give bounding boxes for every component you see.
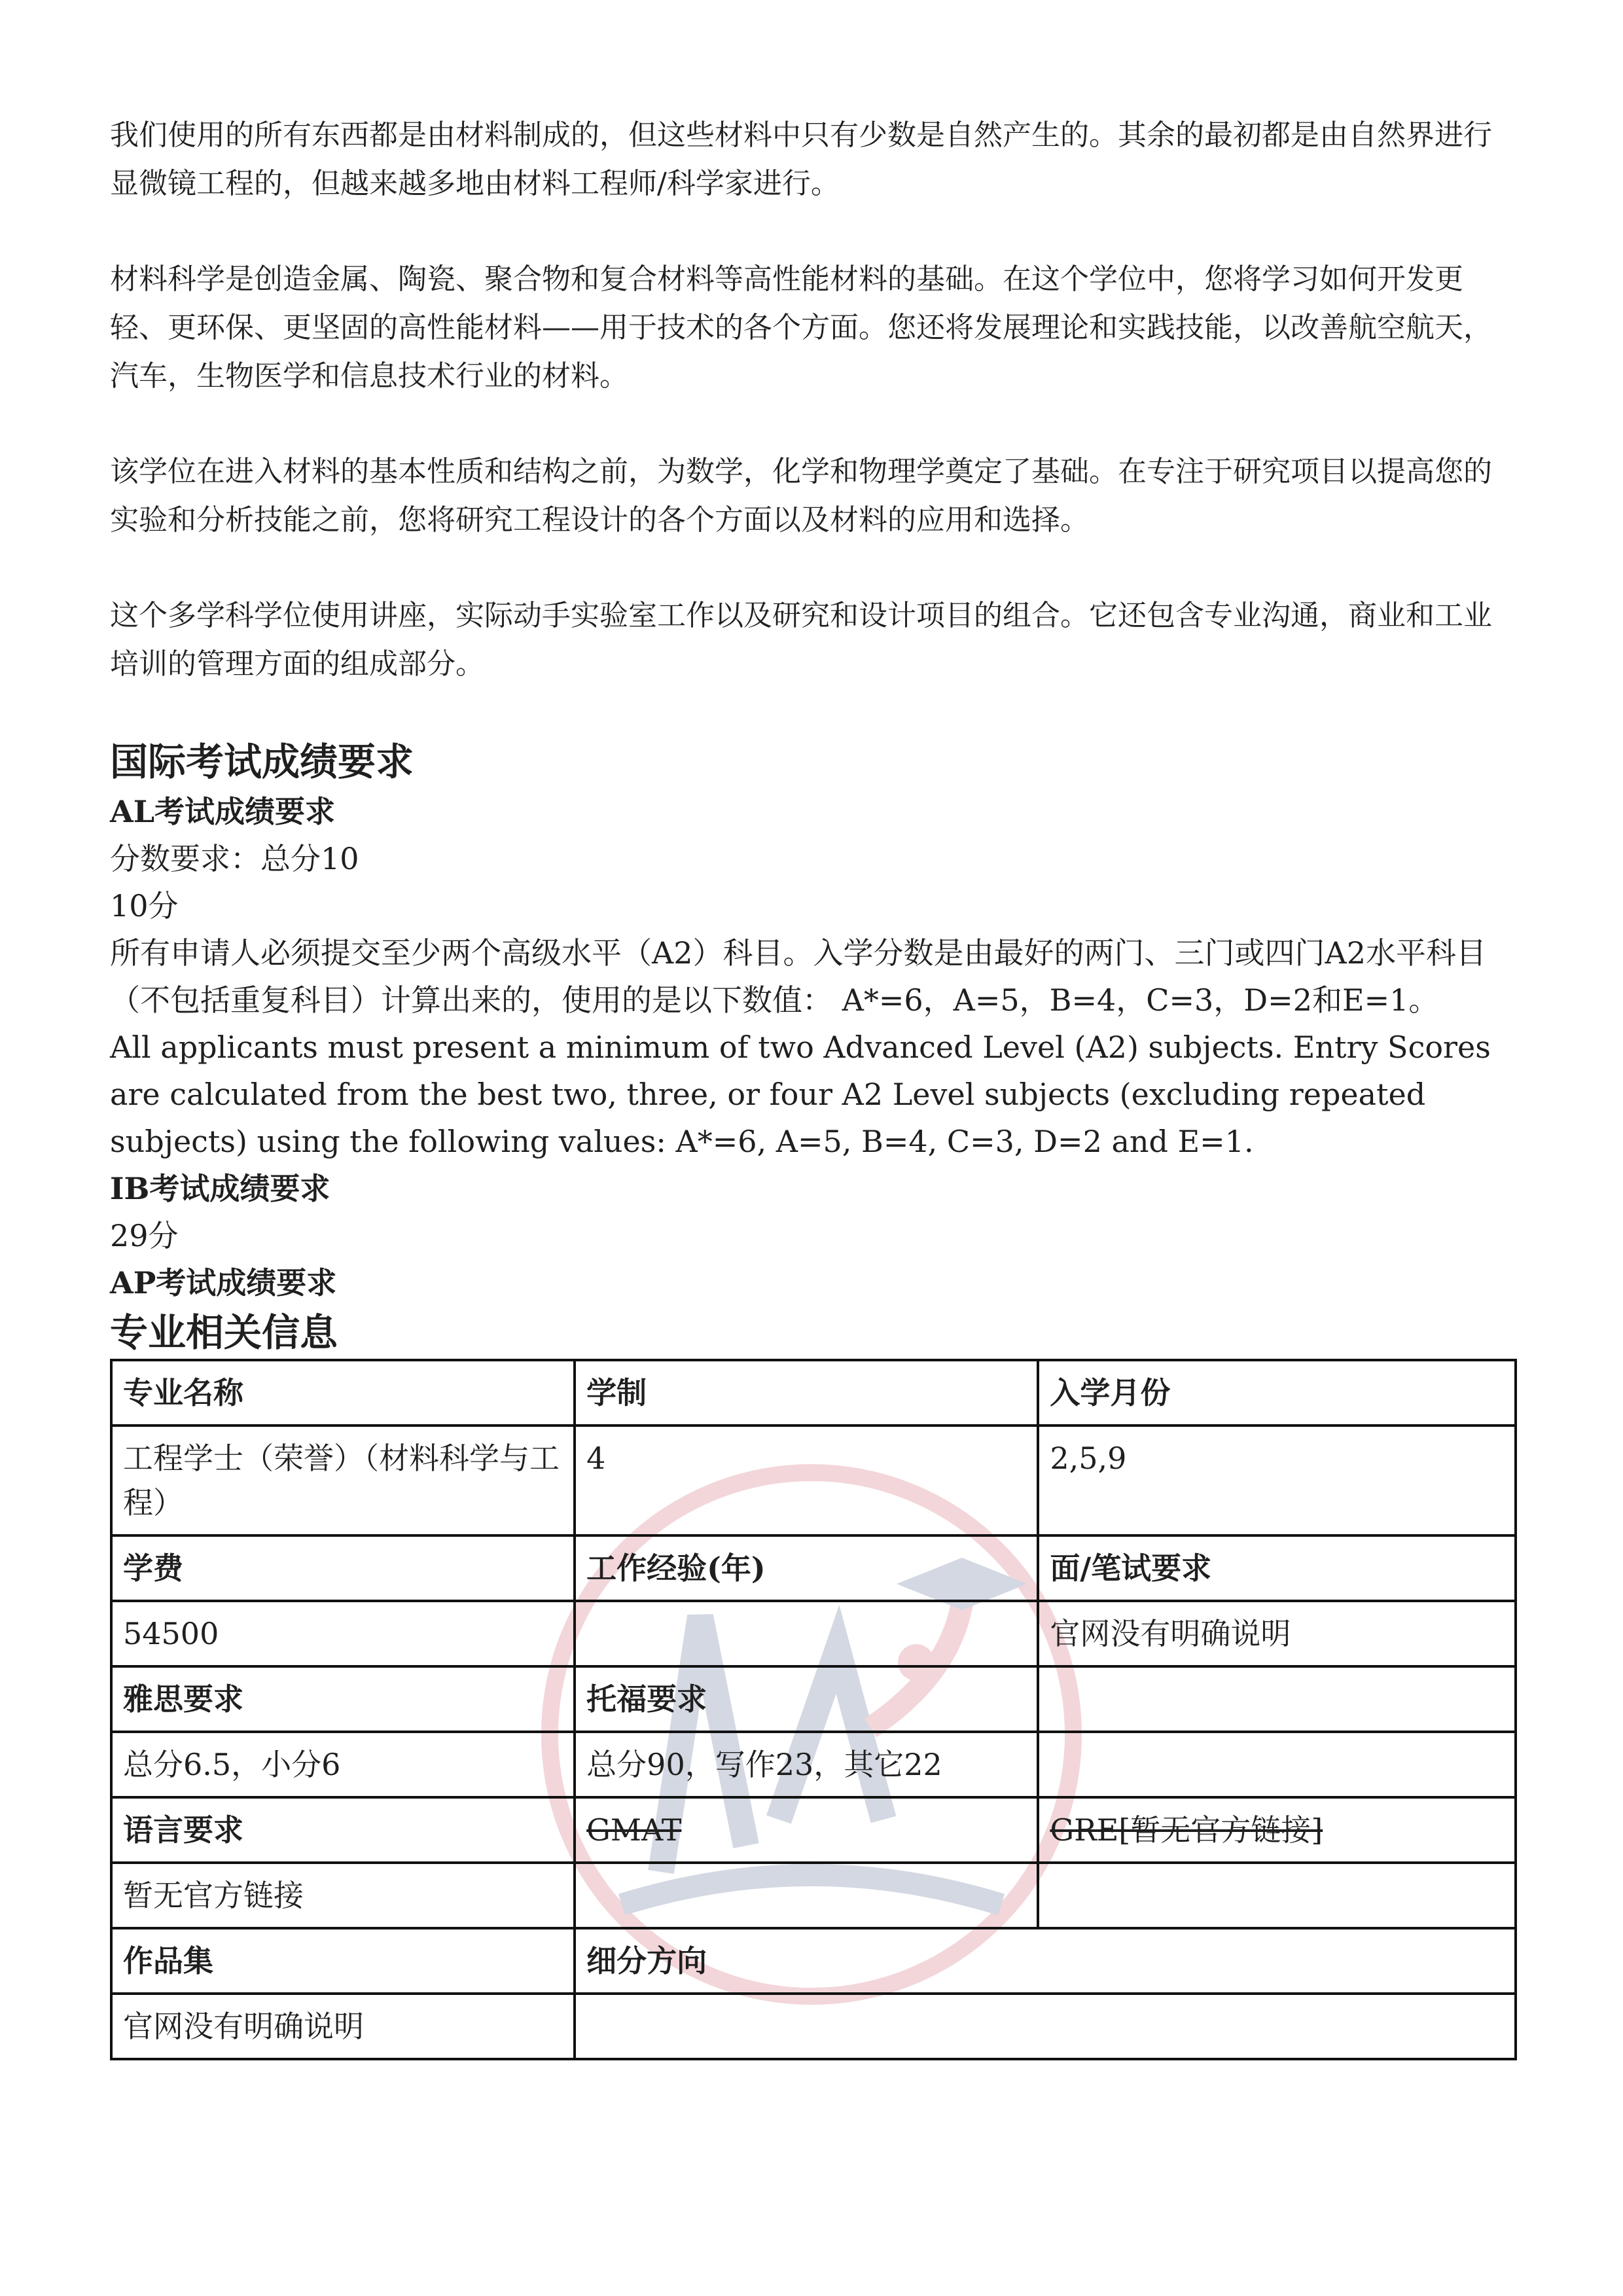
portfolio-value: 官网没有明确说明 xyxy=(111,1994,575,2059)
tuition-label: 学费 xyxy=(111,1535,575,1601)
table-row xyxy=(111,1666,1516,1732)
table-row xyxy=(111,1535,1516,1601)
major-name-label: 专业名称 xyxy=(111,1360,575,1426)
interview-label: 面/笔试要求 xyxy=(1038,1535,1516,1601)
interview-value: 官网没有明确说明 xyxy=(1038,1601,1516,1666)
ielts-label: 雅思要求 xyxy=(111,1666,575,1732)
document-page xyxy=(110,111,1517,2060)
table-row xyxy=(111,1601,1516,1666)
language-label: 语言要求 xyxy=(111,1797,575,1863)
program-info-title: 专业相关信息 xyxy=(110,1310,338,1355)
major-name-value: 工程学士（荣誉）（材料科学与工程） xyxy=(111,1426,575,1535)
empty-cell xyxy=(1038,1666,1516,1732)
al-heading: AL考试成绩要求 xyxy=(110,794,336,829)
gmat-cell xyxy=(575,1797,1038,1863)
al-text-cn: 所有申请人必须提交至少两个高级水平（A2）科目。入学分数是由最好的两门、三门或四门A2水平科目（不包括重复科目）计算出来的，使用的是以下数值： A*=6，A=5，B=4，C=3，D=2和E=1。 xyxy=(110,935,1486,1018)
intro-paragraph-1: 我们使用的所有东西都是由材料制成的，但这些材料中只有少数是自然产生的。其余的最初都是由自然界进行显微镜工程的，但越来越多地由材料工程师/科学家进行。 xyxy=(110,118,1492,200)
empty-cell xyxy=(1038,1732,1516,1797)
direction-label: 细分方向 xyxy=(575,1928,1516,1994)
language-value: 暂无官方链接 xyxy=(111,1863,575,1928)
direction-value xyxy=(575,1994,1516,2059)
table-row xyxy=(111,1928,1516,1994)
intro-paragraph-4: 这个多学科学位使用讲座，实际动手实验室工作以及研究和设计项目的组合。它还包含专业沟通，商业和工业培训的管理方面的组成部分。 xyxy=(110,599,1492,681)
intro-paragraph-3: 该学位在进入材料的基本性质和结构之前，为数学，化学和物理学奠定了基础。在专注于研究项目以提高您的实验和分析技能之前，您将研究工程设计的各个方面以及材料的应用和选择。 xyxy=(110,455,1492,537)
exam-requirements-title: 国际考试成绩要求 xyxy=(110,740,414,784)
intake-label: 入学月份 xyxy=(1038,1360,1516,1426)
exam-requirements-section xyxy=(110,736,1517,1306)
portfolio-label: 作品集 xyxy=(111,1928,575,1994)
work-exp-value xyxy=(575,1601,1038,1666)
work-exp-label: 工作经验(年) xyxy=(575,1535,1038,1601)
al-score: 10分 xyxy=(110,888,179,924)
program-info-table xyxy=(110,1359,1517,2060)
gre-label: GRE[暂无官方链接] xyxy=(1050,1812,1323,1848)
table-row xyxy=(111,1797,1516,1863)
intro-paragraph-2: 材料科学是创造金属、陶瓷、聚合物和复合材料等高性能材料的基础。在这个学位中，您将学习如何开发更轻、更环保、更坚固的高性能材料——用于技术的各个方面。您还将发展理论和实践技能，以改善航空航天，汽车，生物医学和信息技术行业的材料。 xyxy=(110,262,1492,393)
duration-label: 学制 xyxy=(575,1360,1038,1426)
duration-value: 4 xyxy=(575,1426,1038,1535)
table-row xyxy=(111,1994,1516,2059)
gmat-label: GMAT xyxy=(586,1812,682,1848)
gre-cell xyxy=(1038,1797,1516,1863)
table-row xyxy=(111,1426,1516,1535)
empty-cell xyxy=(1038,1863,1516,1928)
toefl-label: 托福要求 xyxy=(575,1666,1038,1732)
table-row xyxy=(111,1863,1516,1928)
tuition-value: 54500 xyxy=(111,1601,575,1666)
toefl-value: 总分90，写作23，其它22 xyxy=(575,1732,1038,1797)
intake-value: 2,5,9 xyxy=(1038,1426,1516,1535)
table-row xyxy=(111,1360,1516,1426)
al-text-en: All applicants must present a minimum of two Advanced Level (A2) subjects. Entry Scores are calculated from the best two, three, or four A2 Level subjects (excluding repeated subjects) using the following values: A*=6, A=5, B=4, C=3, D=2 and E=1. xyxy=(110,1030,1491,1159)
ielts-value: 总分6.5，小分6 xyxy=(111,1732,575,1797)
ap-heading: AP考试成绩要求 xyxy=(110,1265,337,1300)
ib-score: 29分 xyxy=(110,1218,179,1253)
ib-heading: IB考试成绩要求 xyxy=(110,1171,330,1206)
table-row xyxy=(111,1732,1516,1797)
al-score-line: 分数要求：总分10 xyxy=(110,841,359,876)
empty-cell xyxy=(575,1863,1038,1928)
